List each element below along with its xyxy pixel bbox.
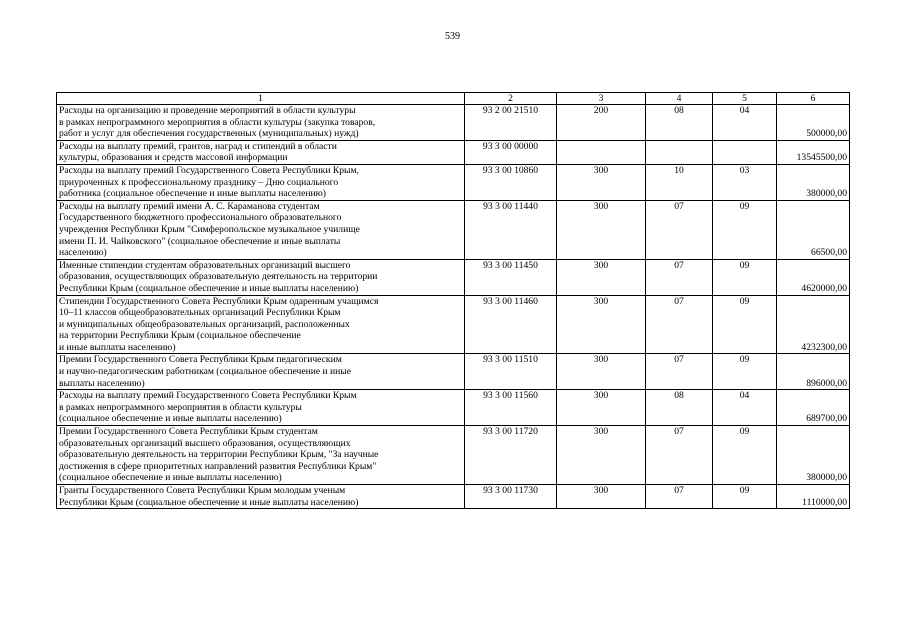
amount: 4232300,00 <box>777 295 850 354</box>
table-row <box>57 390 850 426</box>
section-code: 08 <box>646 390 713 426</box>
table-row <box>57 259 850 295</box>
subsection-code: 09 <box>713 200 777 259</box>
table-row <box>57 140 850 164</box>
target-article-code: 93 3 00 11560 <box>465 390 557 426</box>
amount: 4620000,00 <box>777 259 850 295</box>
amount: 380000,00 <box>777 426 850 485</box>
target-article-code: 93 3 00 11730 <box>465 485 557 509</box>
expense-type-code: 300 <box>557 390 646 426</box>
column-header: 6 <box>777 93 850 105</box>
target-article-code: 93 3 00 11440 <box>465 200 557 259</box>
amount: 1110000,00 <box>777 485 850 509</box>
section-code <box>646 140 713 164</box>
table-row <box>57 164 850 200</box>
section-code: 07 <box>646 259 713 295</box>
subsection-code: 04 <box>713 105 777 141</box>
budget-table <box>56 92 850 509</box>
expense-type-code: 300 <box>557 200 646 259</box>
section-code: 07 <box>646 354 713 390</box>
row-description: Гранты Государственного Совета Республики Крым молодым ученым Республики Крым (социальное обеспечение и иные выплаты населению) <box>57 485 465 509</box>
row-description: Расходы на выплату премий, грантов, наград и стипендий в области культуры, образования и средств массовой информации <box>57 140 465 164</box>
target-article-code: 93 3 00 10860 <box>465 164 557 200</box>
column-header: 5 <box>713 93 777 105</box>
table-row <box>57 105 850 141</box>
target-article-code: 93 2 00 21510 <box>465 105 557 141</box>
table-row <box>57 200 850 259</box>
subsection-code: 04 <box>713 390 777 426</box>
amount: 896000,00 <box>777 354 850 390</box>
subsection-code: 09 <box>713 485 777 509</box>
target-article-code: 93 3 00 11450 <box>465 259 557 295</box>
expense-type-code: 300 <box>557 354 646 390</box>
table-header-row <box>57 93 850 105</box>
row-description: Стипендии Государственного Совета Республики Крым одаренным учащимся 10–11 классов общеобразовательных организаций Республики Крым и муниципальных общеобразовательных организаций, расположенных на территории Республики Крым (социальное обеспечение и иные выплаты населению) <box>57 295 465 354</box>
row-description: Расходы на организацию и проведение мероприятий в области культуры в рамках непрограммного мероприятия в области культуры (закупка товаров, работ и услуг для обеспечения государственных (муниципальных) нужд) <box>57 105 465 141</box>
target-article-code: 93 3 00 11510 <box>465 354 557 390</box>
expense-type-code: 300 <box>557 426 646 485</box>
table-row <box>57 426 850 485</box>
expense-type-code: 300 <box>557 259 646 295</box>
target-article-code: 93 3 00 11460 <box>465 295 557 354</box>
row-description: Расходы на выплату премий Государственного Совета Республики Крым, приуроченных к профессиональному празднику – Дню социального работника (социальное обеспечение и иные выплаты населению) <box>57 164 465 200</box>
table-row <box>57 485 850 509</box>
page-number: 539 <box>445 31 460 42</box>
amount: 13545500,00 <box>777 140 850 164</box>
expense-type-code: 300 <box>557 295 646 354</box>
column-header: 1 <box>57 93 465 105</box>
amount: 500000,00 <box>777 105 850 141</box>
amount: 66500,00 <box>777 200 850 259</box>
section-code: 07 <box>646 426 713 485</box>
subsection-code: 09 <box>713 259 777 295</box>
section-code: 07 <box>646 485 713 509</box>
expense-type-code: 300 <box>557 485 646 509</box>
section-code: 07 <box>646 295 713 354</box>
row-description: Премии Государственного Совета Республики Крым педагогическим и научно-педагогическим работникам (социальное обеспечение и иные выплаты населению) <box>57 354 465 390</box>
subsection-code: 09 <box>713 354 777 390</box>
target-article-code: 93 3 00 00000 <box>465 140 557 164</box>
target-article-code: 93 3 00 11720 <box>465 426 557 485</box>
column-header: 2 <box>465 93 557 105</box>
row-description: Расходы на выплату премий Государственного Совета Республики Крым в рамках непрограммного мероприятия в области культуры (социальное обеспечение и иные выплаты населению) <box>57 390 465 426</box>
amount: 380000,00 <box>777 164 850 200</box>
column-header: 3 <box>557 93 646 105</box>
expense-type-code: 200 <box>557 105 646 141</box>
section-code: 10 <box>646 164 713 200</box>
subsection-code: 03 <box>713 164 777 200</box>
expense-type-code: 300 <box>557 164 646 200</box>
amount: 689700,00 <box>777 390 850 426</box>
subsection-code: 09 <box>713 426 777 485</box>
table-row <box>57 295 850 354</box>
expense-type-code <box>557 140 646 164</box>
subsection-code: 09 <box>713 295 777 354</box>
row-description: Именные стипендии студентам образовательных организаций высшего образования, осуществляющих образовательную деятельность на территории Республики Крым (социальное обеспечение и иные выплаты населению) <box>57 259 465 295</box>
section-code: 07 <box>646 200 713 259</box>
subsection-code <box>713 140 777 164</box>
section-code: 08 <box>646 105 713 141</box>
row-description: Расходы на выплату премий имени А. С. Караманова студентам Государственного бюджетного профессионального образовательного учреждения Республики Крым "Симферопольское музыкальное училище имени П. И. Чайковского" (социальное обеспечение и иные выплаты населению) <box>57 200 465 259</box>
column-header: 4 <box>646 93 713 105</box>
table-row <box>57 354 850 390</box>
row-description: Премии Государственного Совета Республики Крым студентам образовательных организаций высшего образования, осуществляющих образовательную деятельность на территории Республики Крым, "За научные достижения в сфере приоритетных направлений развития Республики Крым" (социальное обеспечение и иные выплаты населению) <box>57 426 465 485</box>
